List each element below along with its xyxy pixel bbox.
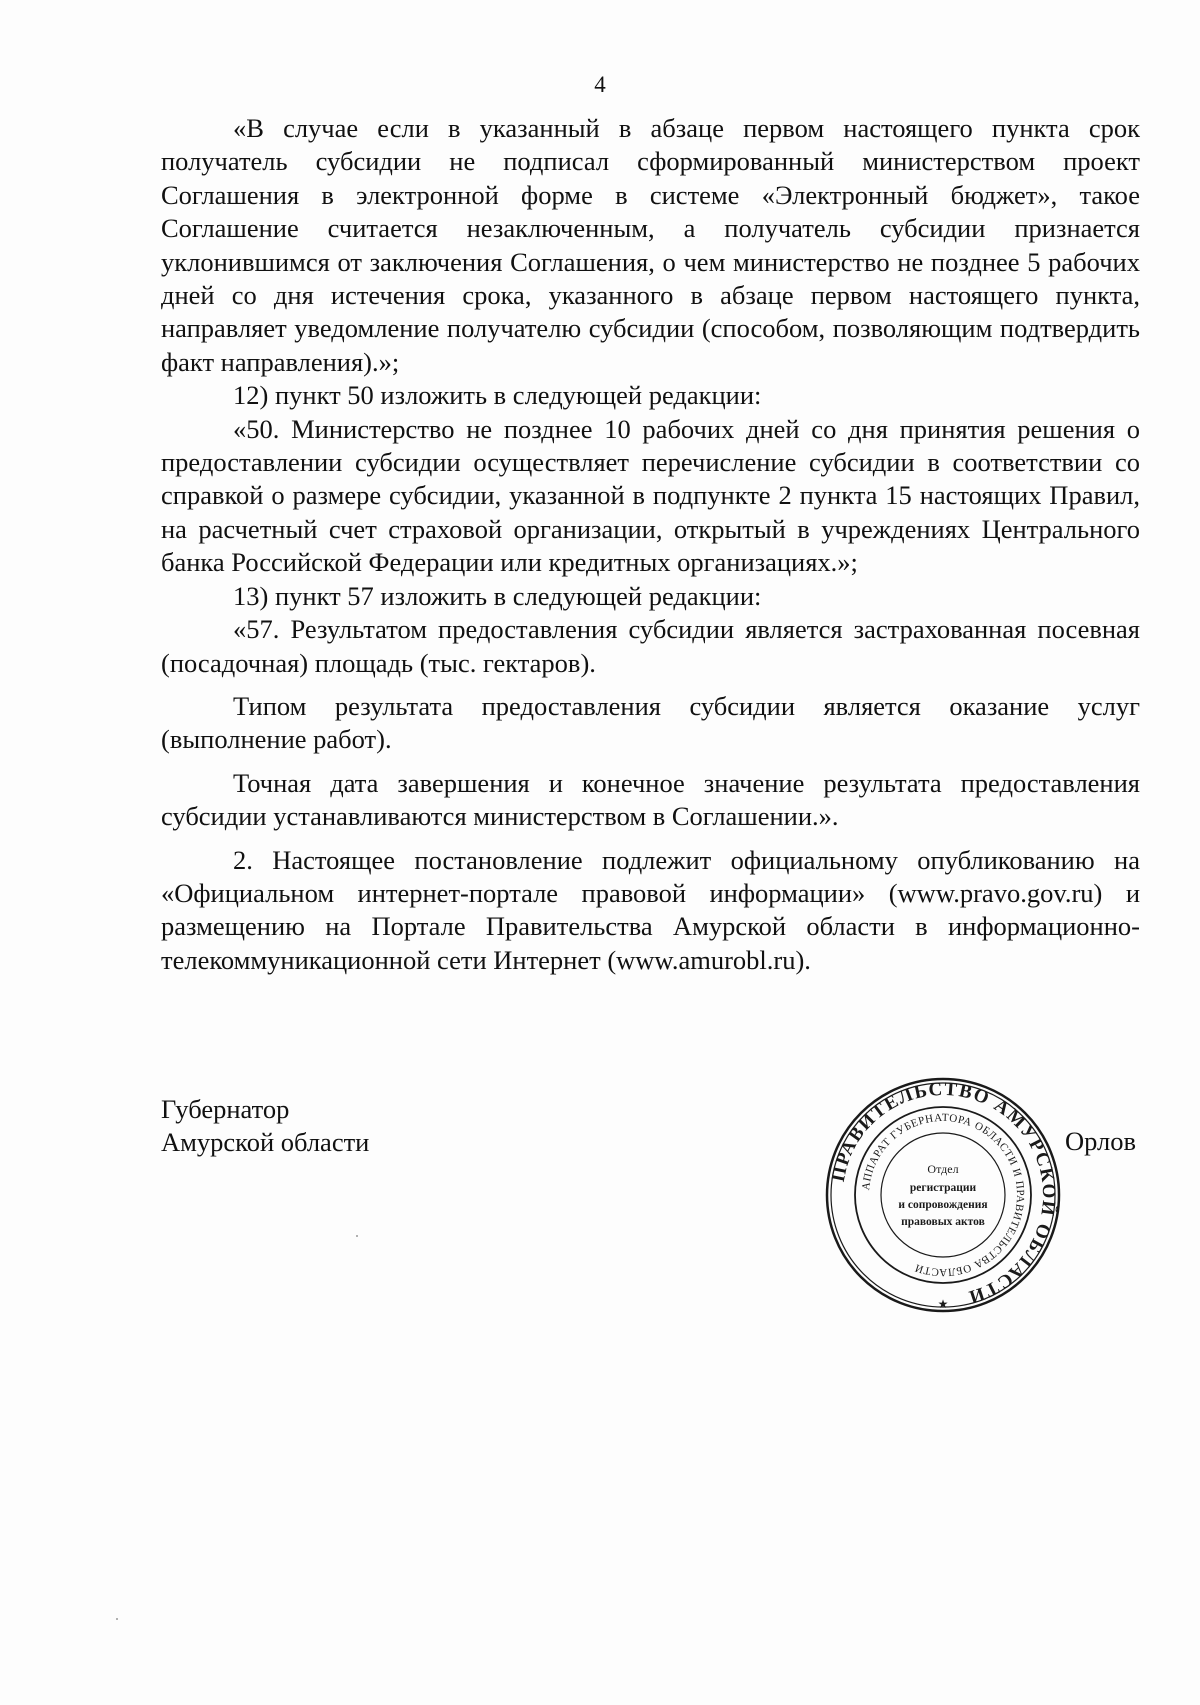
paragraph-4: 13) пункт 57 изложить в следующей редакции: xyxy=(233,580,762,611)
official-seal xyxy=(823,1075,1063,1315)
paragraph-3: «50. Министерство не позднее 10 рабочих дней со дня принятия решения о предоставлении субсидии осуществляет перечисление субсидии в соответствии со справкой о размере субсидии, указанной в подпункте 2 пункта 15 настоящих Правил, на расчетный счет страховой организации, открытый в учреждениях Центрального банка Российской Федерации или кредитных организациях.»; xyxy=(161,413,1140,578)
page-number: 4 xyxy=(594,72,606,97)
seal-star-icon: ★ xyxy=(937,1297,949,1311)
seal-outer-text: ПРАВИТЕЛЬСТВО АМУРСКОЙ ОБЛАСТИ xyxy=(827,1078,1060,1308)
scan-speck xyxy=(356,1235,358,1237)
signature-block xyxy=(161,1093,369,1159)
paragraph-5: «57. Результатом предоставления субсидии является застрахованная посевная (посадочная) площадь (тыс. гектаров). xyxy=(161,614,1140,678)
paragraph-8: 2. Настоящее постановление подлежит официальному опубликованию на «Официальном интернет-портале правовой информации» (www.pravo.gov.ru) и размещению на Портале Правительства Амурской области в информационно-телекоммуникационной сети Интернет (www.amurobl.ru). xyxy=(161,844,1140,975)
seal-inner-text: АППАРАТ ГУБЕРНАТОРА ОБЛАСТИ И ПРАВИТЕЛЬСТВА ОБЛАСТИ xyxy=(860,1111,1027,1279)
svg-text:АППАРАТ ГУБЕРНАТОРА ОБЛАСТИ И xyxy=(860,1112,1026,1278)
paragraph-2: 12) пункт 50 изложить в следующей редакции: xyxy=(233,380,762,411)
seal-center-line1: Отдел xyxy=(927,1162,959,1176)
seal-center-line2: регистрации xyxy=(909,1182,977,1194)
signer-title-line2: Амурской области xyxy=(161,1127,370,1157)
seal-center-line4: правовых актов xyxy=(901,1216,985,1228)
scan-speck xyxy=(116,1618,118,1620)
paragraph-7: Точная дата завершения и конечное значение результата предоставления субсидии устанавливаются министерством в Соглашении.». xyxy=(161,767,1140,832)
seal-center-line3: и сопровождения xyxy=(898,1199,988,1211)
document-body xyxy=(161,112,1140,977)
signer-name: Орлов xyxy=(1065,1126,1137,1156)
signer-title-line1: Губернатор xyxy=(161,1094,290,1124)
paragraph-1: «В случае если в указанный в абзаце первом настоящего пункта срок получатель субсидии не подписал сформированный министерством проект Соглашения в электронной форме в системе «Электронный бюджет», такое Соглашение считается незаключенным, а получатель субсидии признается уклонившимся от заключения Соглашения, о чем министерство не позднее 5 рабочих дней со дня истечения срока, указанного в абзаце первом настоящего пункта, направляет уведомление получателю субсидии (способом, позволяющим подтвердить факт направления).»; xyxy=(161,113,1140,377)
paragraph-6: Типом результата предоставления субсидии является оказание услуг (выполнение работ). xyxy=(161,690,1140,755)
